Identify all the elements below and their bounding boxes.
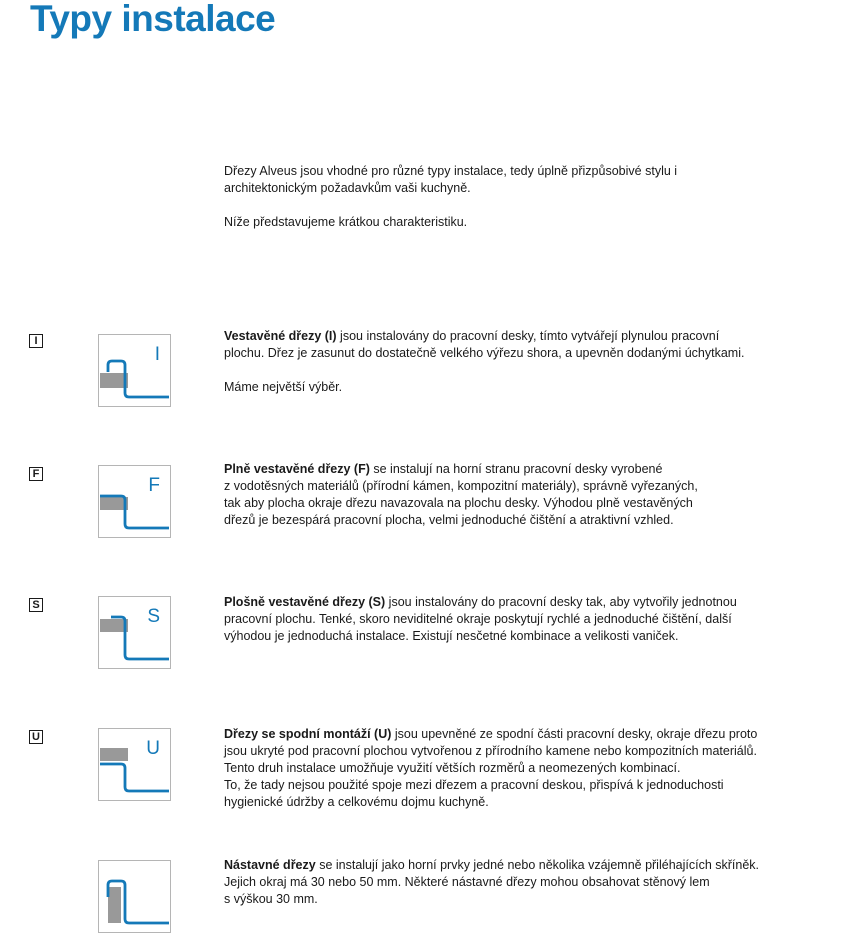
badge-i: I [29, 334, 43, 348]
intro-line: Dřezy Alveus jsou vhodné pro různé typy instalace, tedy úplně přizpůsobivé [224, 164, 642, 178]
section-s: Plošně vestavěné dřezy (S) jsou instalovány do pracovní desky tak, aby vytvořily jednotnou pracovní plochu. Tenké, skoro neviditelné okraje poskytují rychlé a jednoduché čištění, další výhodou je jednoduchá instalace. Existují nesčetné kombinace a velikosti vaniček. [224, 595, 737, 643]
section-heading: Nástavné dřezy [224, 858, 316, 872]
intro-line: stylu i architektonickým požadavkům vaši kuchyně. [224, 164, 678, 195]
install-icon-f [98, 465, 171, 538]
badge-s: S [29, 598, 43, 612]
page-title: Typy instalace [30, 0, 276, 39]
intro-line: Níže představujeme krátkou charakteristiku. [224, 215, 468, 229]
install-icon-i [98, 334, 171, 407]
sink-u-icon [99, 729, 172, 802]
sink-i-icon [99, 335, 172, 408]
badge-f: F [29, 467, 43, 481]
install-icon-u [98, 728, 171, 801]
icon-letter: I [154, 344, 160, 365]
sink-nastavne-icon [99, 861, 172, 934]
section-i: Vestavěné dřezy (I) jsou instalovány do pracovní desky, tímto vytvářejí plynulou pracovní plochu. Dřez je zasunut do dostatečně velkého výřezu shora, a upevněn dodanými úchytkami. Máme největší výběr. [224, 329, 745, 394]
install-icon-s [98, 596, 171, 669]
section-u: Dřezy se spodní montáží (U) jsou upevněné ze spodní části pracovní desky, okraje dřezu proto jsou ukryté pod pracovní plochou vytvořenou z přírodního kamene nebo kompozitních materiálů. Tento druh instalace umožňuje využití větších rozměrů a neomezených kombinací. To, že tady nejsou použité spoje mezi dřezem a pracovní deskou, přispívá k jednoduchosti hygienické údržby a celkovému dojmu kuchyně. [224, 727, 758, 809]
install-icon-nastavne [98, 860, 171, 933]
intro-text [224, 163, 724, 248]
icon-letter: F [148, 475, 160, 496]
badge-u: U [29, 730, 43, 744]
section-heading: Dřezy se spodní montáží (U) [224, 727, 392, 741]
icon-letter: U [146, 738, 160, 759]
section-heading: Vestavěné dřezy (I) [224, 329, 337, 343]
sink-f-icon [99, 466, 172, 539]
section-heading: Plně vestavěné dřezy (F) [224, 462, 370, 476]
sink-s-icon [99, 597, 172, 670]
section-f: Plně vestavěné dřezy (F) se instalují na horní stranu pracovní desky vyrobené z vodotěsných materiálů (přírodní kámen, kompozitní materiály), správně vyřezaných, tak aby plocha okraje dřezu navazovala na plochu desky. Výhodou plně vestavěných dřezů je bezespárá pracovní plocha, velmi jednoduché čištění a atraktivní vzhled. [224, 462, 698, 527]
icon-letter: S [147, 606, 160, 627]
section-heading: Plošně vestavěné dřezy (S) [224, 595, 386, 609]
section-nastavne: Nástavné dřezy se instalují jako horní prvky jedné nebo několika vzájemně přiléhajících skříněk. Jejich okraj má 30 nebo 50 mm. Některé nástavné dřezy mohou obsahovat stěnový lem s výškou 30 mm. [224, 858, 760, 906]
